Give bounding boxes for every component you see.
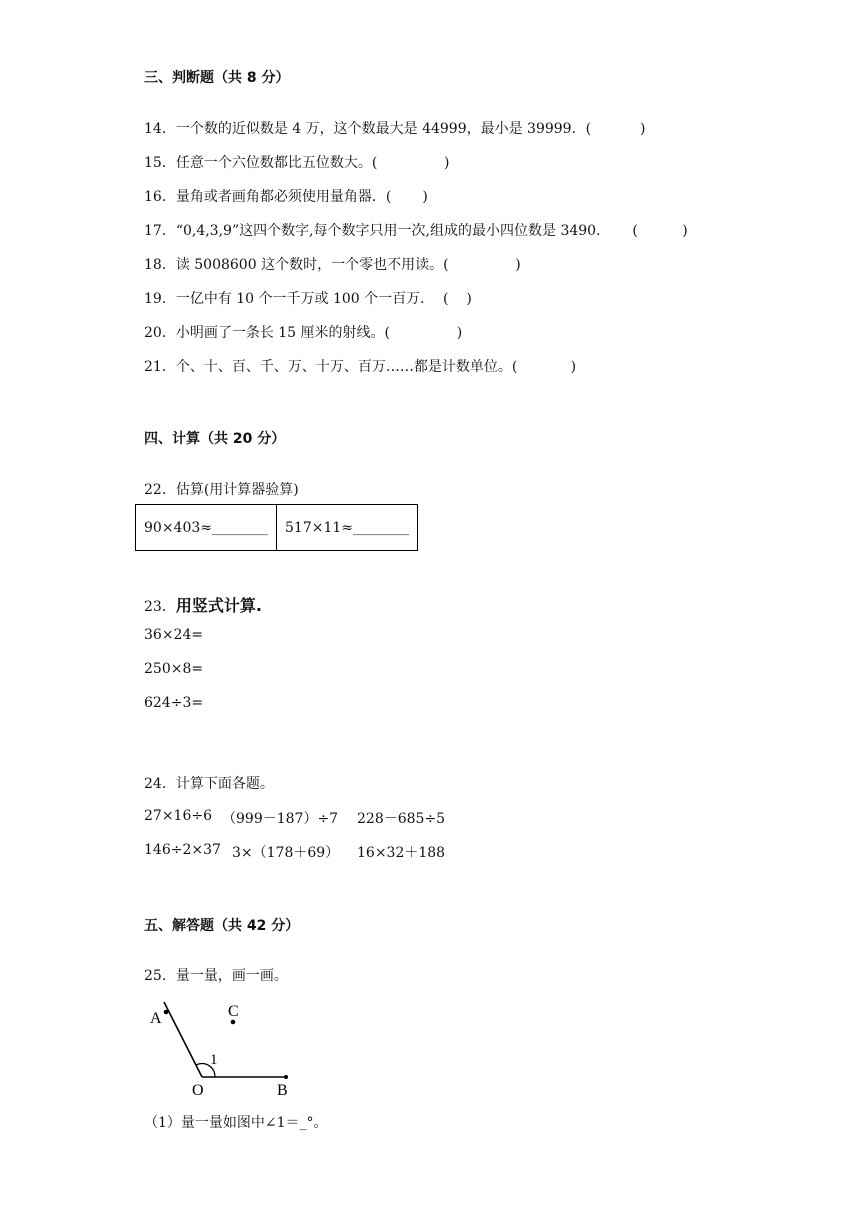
question-17: 17．“0,4,3,9”这四个数字,每个数字只用一次,组成的最小四位数是 3490． ( )	[144, 223, 688, 239]
vertical-calc-1: 36×24=	[144, 627, 204, 643]
question-23-number: 23．	[144, 599, 176, 615]
question-14: 14．一个数的近似数是 4 万，这个数最大是 44999，最小是 39999．( )	[144, 121, 646, 137]
question-18: 18．读 5008600 这个数时，一个零也不用读。( )	[144, 257, 521, 273]
label-angle-1: 1	[210, 1052, 218, 1068]
angle-figure	[140, 994, 310, 1104]
question-20: 20．小明画了一条长 15 厘米的射线。( )	[144, 325, 463, 341]
vertical-calc-2: 250×8=	[144, 661, 204, 677]
calc-r1-c3: 228－685÷5	[357, 811, 446, 827]
point-b	[284, 1075, 288, 1079]
section-heading-answers: 五、解答题（共 42 分）	[144, 918, 300, 934]
calc-r2-c2: 3×（178＋69）	[232, 845, 340, 861]
question-25-sub-1: （1）量一量如图中∠1＝_°。	[144, 1115, 328, 1131]
calc-r2-c1: 146÷2×37	[144, 842, 221, 858]
question-23-text: 用竖式计算.	[175, 596, 262, 615]
point-c	[231, 1020, 236, 1025]
calc-r1-c1: 27×16÷6	[144, 808, 212, 824]
estimation-cell-2: 517×11≈________	[277, 505, 418, 551]
question-22-title: 22．估算(用计算器验算)	[144, 482, 299, 498]
estimation-cell-1: 90×403≈________	[136, 505, 277, 551]
question-16: 16．量角或者画角都必须使用量角器．( )	[144, 189, 428, 205]
question-15: 15．任意一个六位数都比五位数大。( )	[144, 155, 450, 171]
question-25-title: 25．量一量，画一画。	[144, 968, 288, 984]
estimation-table	[135, 504, 418, 551]
vertical-calc-3: 624÷3=	[144, 695, 204, 711]
calc-r2-c3: 16×32＋188	[357, 845, 446, 861]
calc-r1-c2: （999－187）÷7	[222, 811, 339, 827]
section-heading-calculation: 四、计算（共 20 分）	[144, 431, 286, 447]
label-b: B	[277, 1082, 288, 1099]
question-23-title	[144, 593, 262, 616]
label-a: A	[150, 1010, 162, 1027]
question-21: 21．个、十、百、千、万、十万、百万……都是计数单位。( )	[144, 359, 577, 375]
section-heading-judgement: 三、判断题（共 8 分）	[144, 70, 290, 86]
point-a	[164, 1010, 169, 1015]
question-24-title: 24．计算下面各题。	[144, 776, 274, 792]
ray-oa	[164, 1002, 202, 1077]
question-19: 19．一亿中有 10 个一千万或 100 个一百万． ( )	[144, 291, 472, 307]
label-c: C	[228, 1003, 239, 1020]
label-o: O	[192, 1082, 204, 1099]
